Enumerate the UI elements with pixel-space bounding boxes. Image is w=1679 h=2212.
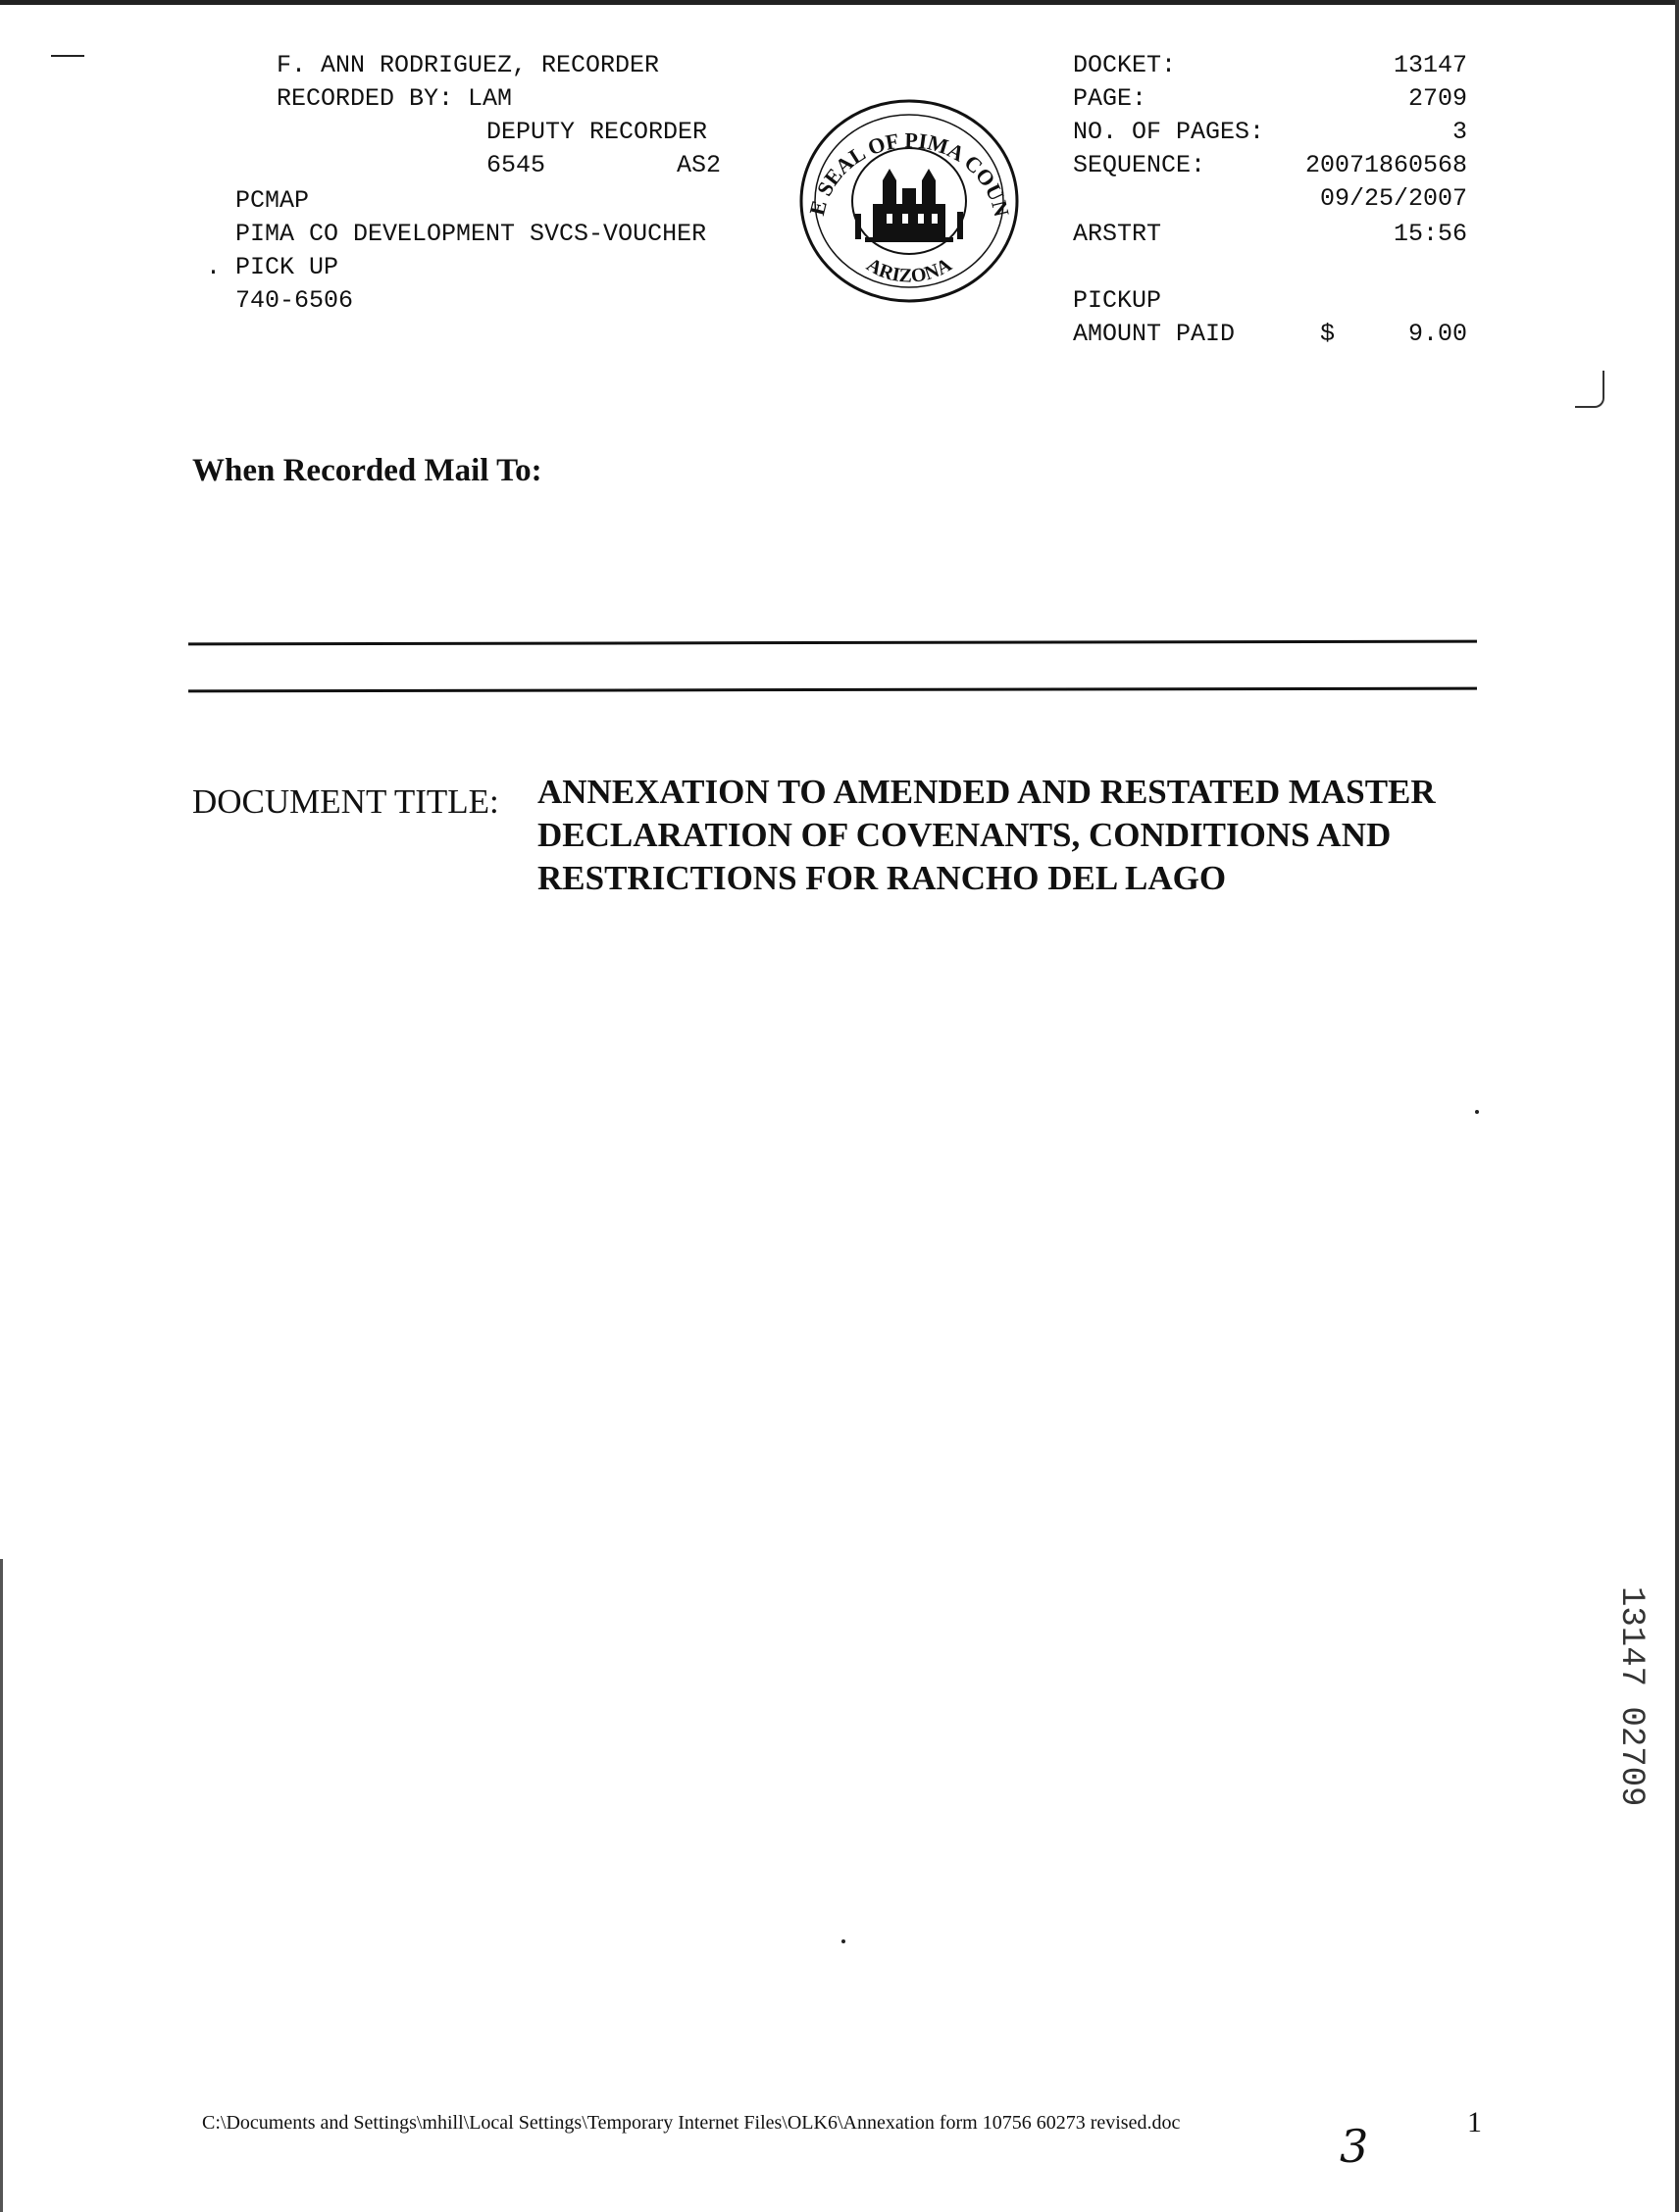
footer-page-number: 1: [1467, 2106, 1482, 2138]
footer-file-path: C:\Documents and Settings\mhill\Local Settings\Temporary Internet Files\OLK6\Annexation form 10756 60273 revised.doc: [202, 2112, 1181, 2134]
scan-speck: [841, 1939, 845, 1943]
recorded-by: RECORDED BY: LAM: [277, 84, 513, 113]
page-value: 2709: [1407, 84, 1467, 113]
seal-bottom-text: ARIZONA: [862, 253, 956, 287]
pick-up: . PICK UP: [206, 253, 339, 281]
side-stamp-number: 13147 02709: [1612, 1586, 1650, 1807]
county-seal: [796, 96, 1022, 306]
amount-paid-label: AMOUNT PAID: [1073, 320, 1236, 348]
address-rule-1: [188, 640, 1477, 646]
handwritten-mark: 3: [1340, 2120, 1369, 2173]
document-title-line: RESTRICTIONS FOR RANCHO DEL LAGO: [537, 859, 1227, 897]
seal-graphic: [796, 96, 1022, 306]
scan-edge-left: [0, 1559, 3, 2212]
recorder-name: F. ANN RODRIGUEZ, RECORDER: [277, 51, 660, 79]
seal-top-text: E SEAL OF PIMA COUN: [804, 127, 1015, 220]
address-rule-2: [188, 687, 1477, 693]
sequence-label: SEQUENCE:: [1073, 151, 1206, 179]
sequence-value: 20071860568: [1304, 151, 1467, 179]
pages-label: NO. OF PAGES:: [1073, 118, 1265, 146]
mail-to-label: When Recorded Mail To:: [192, 453, 542, 488]
department: PIMA CO DEVELOPMENT SVCS-VOUCHER: [235, 220, 707, 248]
amount-currency: $: [1320, 320, 1336, 348]
arstrt-label: ARSTRT: [1073, 220, 1162, 248]
recording-time: 15:56: [1393, 220, 1467, 248]
document-title: [537, 771, 1518, 900]
docket-value: 13147: [1393, 51, 1467, 79]
scan-mark-bracket: [1575, 371, 1604, 408]
document-title-line: DECLARATION OF COVENANTS, CONDITIONS AND: [537, 816, 1392, 854]
pages-value: 3: [1451, 118, 1467, 146]
scan-edge-right: [1675, 0, 1679, 2212]
pcmap: PCMAP: [235, 186, 310, 215]
deputy-recorder: DEPUTY RECORDER: [486, 118, 708, 146]
document-title-line: ANNEXATION TO AMENDED AND RESTATED MASTER: [537, 773, 1436, 811]
phone-number: 740-6506: [235, 286, 354, 315]
code-left: 6545: [486, 151, 546, 179]
scan-mark-dash: [51, 55, 84, 57]
docket-label: DOCKET:: [1073, 51, 1177, 79]
recording-date: 09/25/2007: [1319, 184, 1467, 213]
code-right: AS2: [677, 151, 722, 179]
scan-speck: [1475, 1110, 1479, 1114]
pickup-label: PICKUP: [1073, 286, 1162, 315]
document-title-label: DOCUMENT TITLE:: [192, 782, 499, 821]
page-label: PAGE:: [1073, 84, 1147, 113]
amount-paid-value: 9.00: [1407, 320, 1467, 348]
scan-edge-top: [0, 0, 1679, 5]
